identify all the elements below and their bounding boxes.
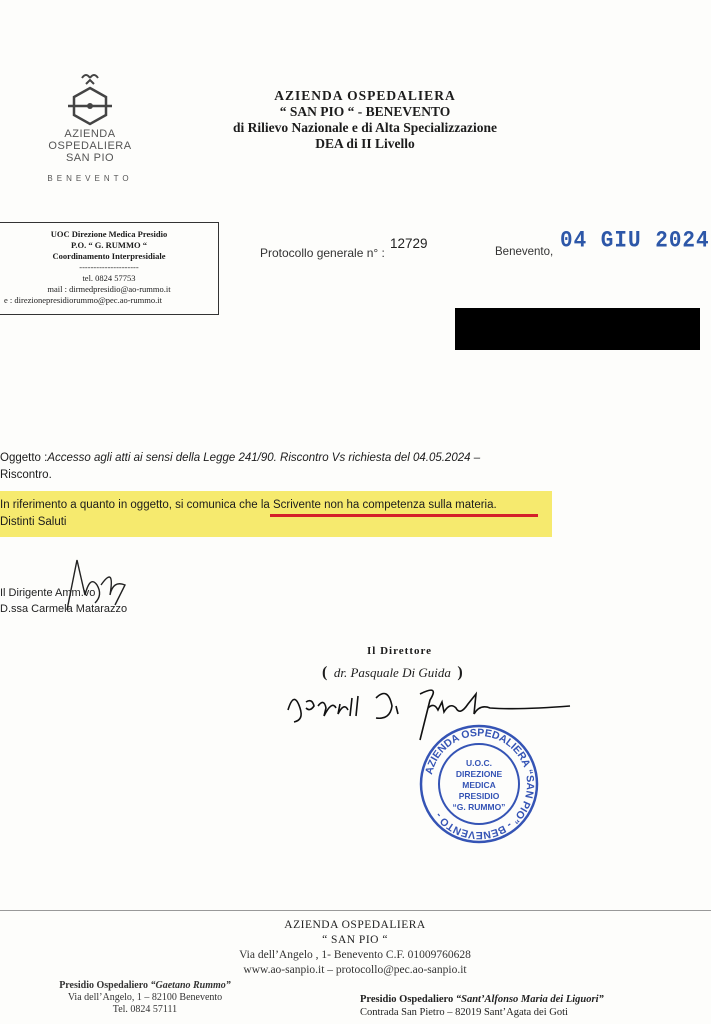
closing: Distinti Saluti xyxy=(0,516,67,528)
office-pec: e : direzionepresidiorummo@pec.ao-rummo.it xyxy=(4,295,162,305)
subject-label: Oggetto : xyxy=(0,452,48,464)
footer-left-name: “Gaetano Rummo” xyxy=(150,980,231,991)
letterhead-line-3: di Rilievo Nazionale e di Alta Specializzazione xyxy=(233,120,497,135)
logo-text-2: OSPEDALIERA xyxy=(48,140,132,152)
footer-left-tel: Tel. 0824 57111 xyxy=(112,1004,178,1015)
body-text-start: In riferimento a quanto in oggetto, si comunica che xyxy=(0,499,261,511)
open-paren: ( xyxy=(322,664,328,681)
office-mail: mail : dirmedpresidio@ao-rummo.it xyxy=(47,284,171,294)
office-separator: --------------------- xyxy=(79,262,139,272)
logo-text-3: SAN PIO xyxy=(65,152,115,164)
protocol-number: 12729 xyxy=(390,236,428,251)
dirigente-role: Il Dirigente Amm.vo xyxy=(0,587,96,599)
official-stamp xyxy=(418,723,540,845)
letterhead-line-1: AZIENDA OSPEDALIERA xyxy=(274,88,456,103)
city-label: Benevento, xyxy=(495,246,554,258)
director-title: Il Direttore xyxy=(367,645,433,657)
footer-right-prefix: Presidio Ospedaliero xyxy=(360,994,456,1005)
hexagon-logo-icon xyxy=(60,70,120,128)
dirigente-name: D.ssa Carmela Matarazzo xyxy=(0,603,128,615)
office-tel: tel. 0824 57753 xyxy=(82,273,136,283)
red-underline xyxy=(270,514,538,517)
body-text-underlined: la Scrivente non ha competenza sulla materia. xyxy=(260,499,497,511)
stamp-line-5: “G. RUMMO” xyxy=(452,802,506,812)
footer-divider xyxy=(0,910,711,911)
close-paren: ) xyxy=(457,664,463,681)
footer-right-address: Contrada San Pietro – 82019 Sant’Agata dei Goti xyxy=(360,1007,568,1018)
director-name: dr. Pasquale Di Guida xyxy=(333,665,451,680)
stamp-line-2: DIREZIONE xyxy=(455,769,503,779)
footer-org-name: “ SAN PIO “ xyxy=(322,934,388,946)
stamp-ring-text: AZIENDA OSPEDALIERA “SAN PIO” - BENEVENTO - xyxy=(423,726,537,842)
dirigente-signature-icon xyxy=(55,555,135,615)
footer-center xyxy=(160,918,550,978)
subject-continuation: Riscontro. xyxy=(0,469,52,481)
stamp-line-3: MEDICA xyxy=(462,780,496,790)
footer-right-name: “Sant’Alfonso Maria dei Liguori” xyxy=(455,994,604,1005)
office-box xyxy=(0,222,219,315)
stamp-line-4: PRESIDIO xyxy=(458,791,500,801)
letterhead xyxy=(190,88,540,152)
footer-address: Via dell’Angelo , 1- Benevento C.F. 01009760628 xyxy=(239,949,471,961)
office-line-3: Coordinamento Interpresidiale xyxy=(52,251,166,261)
footer-contacts: www.ao-sanpio.it – protocollo@pec.ao-sanpio.it xyxy=(243,964,467,976)
date-stamp: 04 GIU 2024 xyxy=(560,228,710,255)
logo-text-1: AZIENDA xyxy=(64,128,116,140)
footer-org: AZIENDA OSPEDALIERA xyxy=(284,919,426,931)
protocol-label: Protocollo generale n° : xyxy=(260,246,385,260)
letterhead-line-2: “ SAN PIO “ - BENEVENTO xyxy=(279,104,451,119)
subject xyxy=(0,450,520,484)
footer-left-prefix: Presidio Ospedaliero xyxy=(59,980,151,991)
letterhead-line-4: DEA di II Livello xyxy=(315,136,415,151)
office-line-1: UOC Direzione Medica Presidio xyxy=(50,229,168,239)
footer-left-address: Via dell’Angelo, 1 – 82100 Benevento xyxy=(67,992,223,1003)
office-line-2: P.O. “ G. RUMMO “ xyxy=(71,240,147,250)
footer-presidio-liguori xyxy=(360,993,710,1019)
redacted-recipient xyxy=(455,308,700,350)
logo-city: BENEVENTO xyxy=(47,174,133,183)
stamp-line-1: U.O.C. xyxy=(466,758,492,768)
subject-text: Accesso agli atti ai sensi della Legge 241/90. Riscontro Vs richiesta del 04.05.2024 – xyxy=(47,452,481,464)
hospital-logo xyxy=(30,70,150,185)
footer-presidio-rummo xyxy=(30,980,260,1016)
